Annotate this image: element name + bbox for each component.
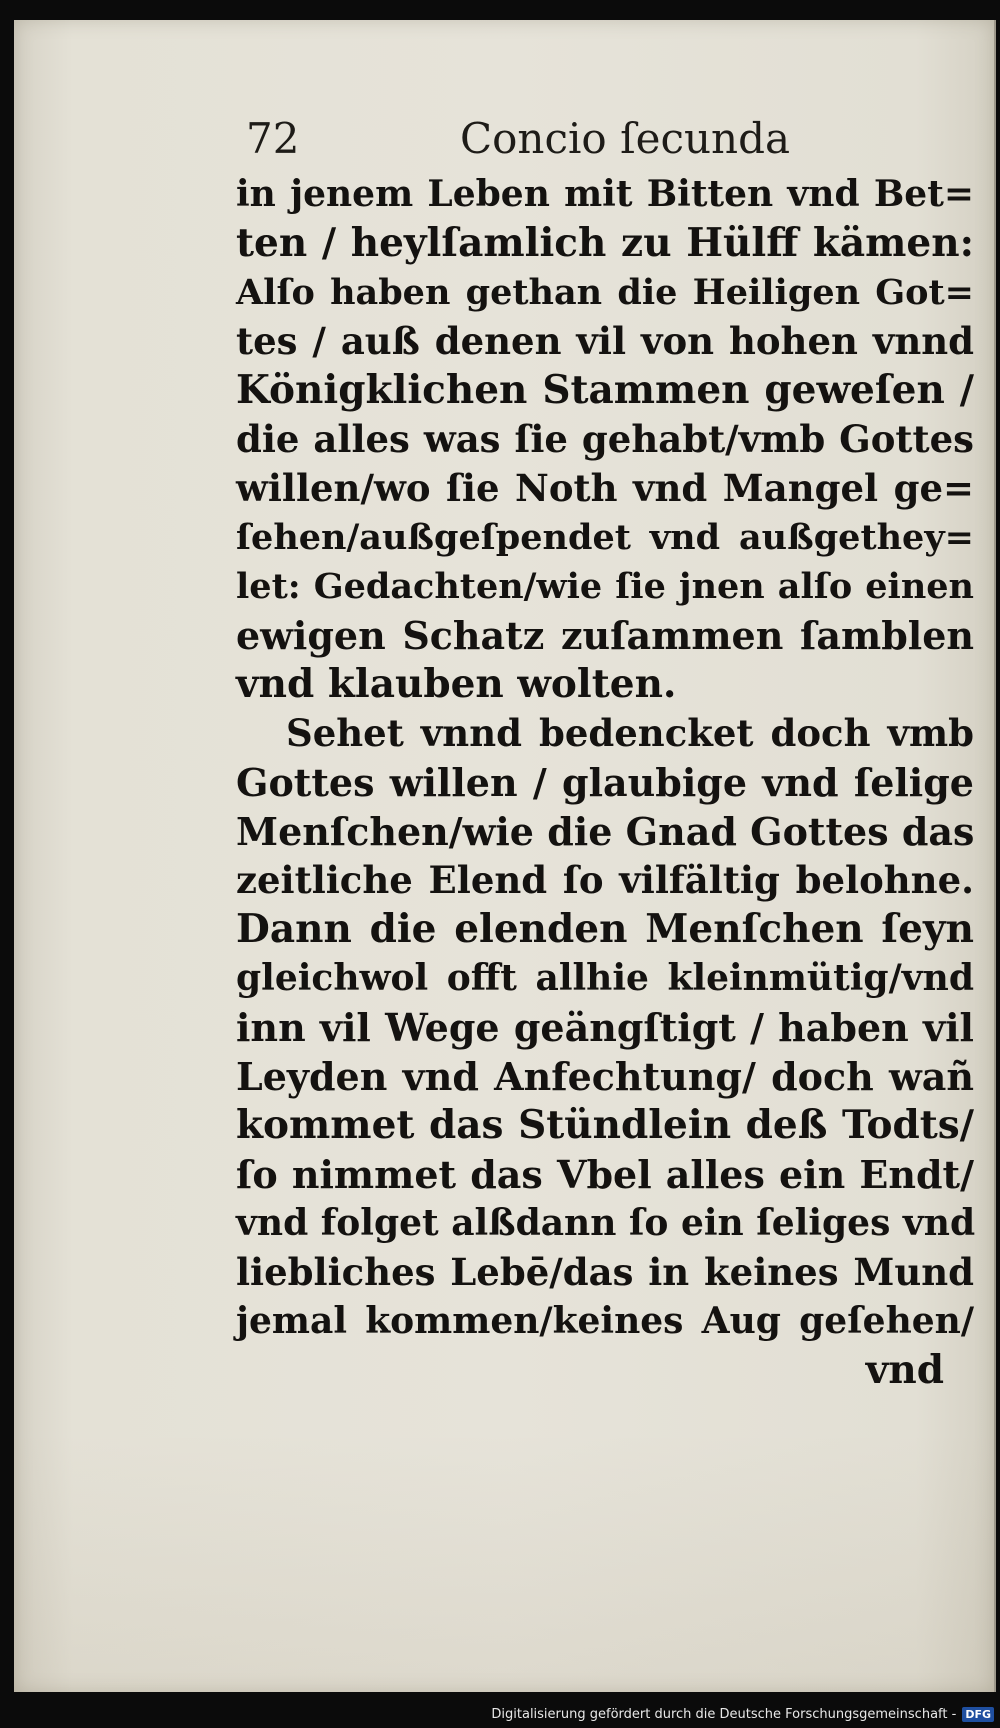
page-number: 72 [246,114,300,163]
text-line: Menſchen/wie die Gnad Gottes das [236,809,975,854]
text-line: vnd folget alßdann ſo ein ſeliges vnd [236,1202,976,1244]
text-line: Alſo haben gethan die Heiligen Got= [236,272,974,313]
page-header [232,110,972,168]
text-line: Sehet vnnd bedencket doch vmb [286,711,974,755]
text-line: vnd klauben wolten. [236,661,677,707]
digitization-credit [491,1702,994,1726]
text-line: tes / auß denen vil von hohen vnnd [236,319,974,363]
book-page [14,20,996,1692]
text-line: let: Gedachten/wie ſie jnen alſo einen [236,566,974,607]
text-line: willen/wo ſie Noth vnd Mangel ge= [236,466,974,510]
dfg-logo: DFG [962,1707,994,1722]
text-line: Königklichen Stammen geweſen / [236,367,974,413]
text-line: zeitliche Elend ſo vilfältig belohne. [236,858,974,902]
catchword: vnd [865,1347,944,1393]
text-line: Leyden vnd Anfechtung/ doch wañ [236,1054,974,1099]
text-line: ewigen Schatz zuſammen ſamblen [236,613,974,658]
text-line: ten / heylſamlich zu Hülff kämen: [236,220,974,266]
text-line: ſehen/außgeſpendet vnd außgethey= [236,517,974,558]
text-line: Gottes willen / glaubige vnd ſelige [236,760,974,805]
text-line: gleichwol offt allhie kleinmütig/vnd [236,957,974,999]
body-text [236,170,974,1395]
text-line: jemal kommen/keines Aug geſehen/ [236,1300,974,1342]
text-line: Dann die elenden Menſchen ſeyn [236,906,974,952]
text-line: die alles was ſie gehabt/vmb Gottes [236,417,974,461]
text-line: inn vil Wege geängſtigt / haben vil [236,1005,974,1050]
credit-text: Digitalisierung gefördert durch die Deutsche Forschungsgemeinschaft - [491,1706,957,1722]
text-line: liebliches Lebē/das in keines Mund [236,1250,974,1294]
running-title: Concio ſecunda [460,114,791,163]
text-line: ſo nimmet das Vbel alles ein Endt/ [236,1152,974,1197]
text-line: in jenem Leben mit Bitten vnd Bet= [236,173,974,215]
text-line: kommet das Stündlein deß Todts/ [236,1102,974,1148]
